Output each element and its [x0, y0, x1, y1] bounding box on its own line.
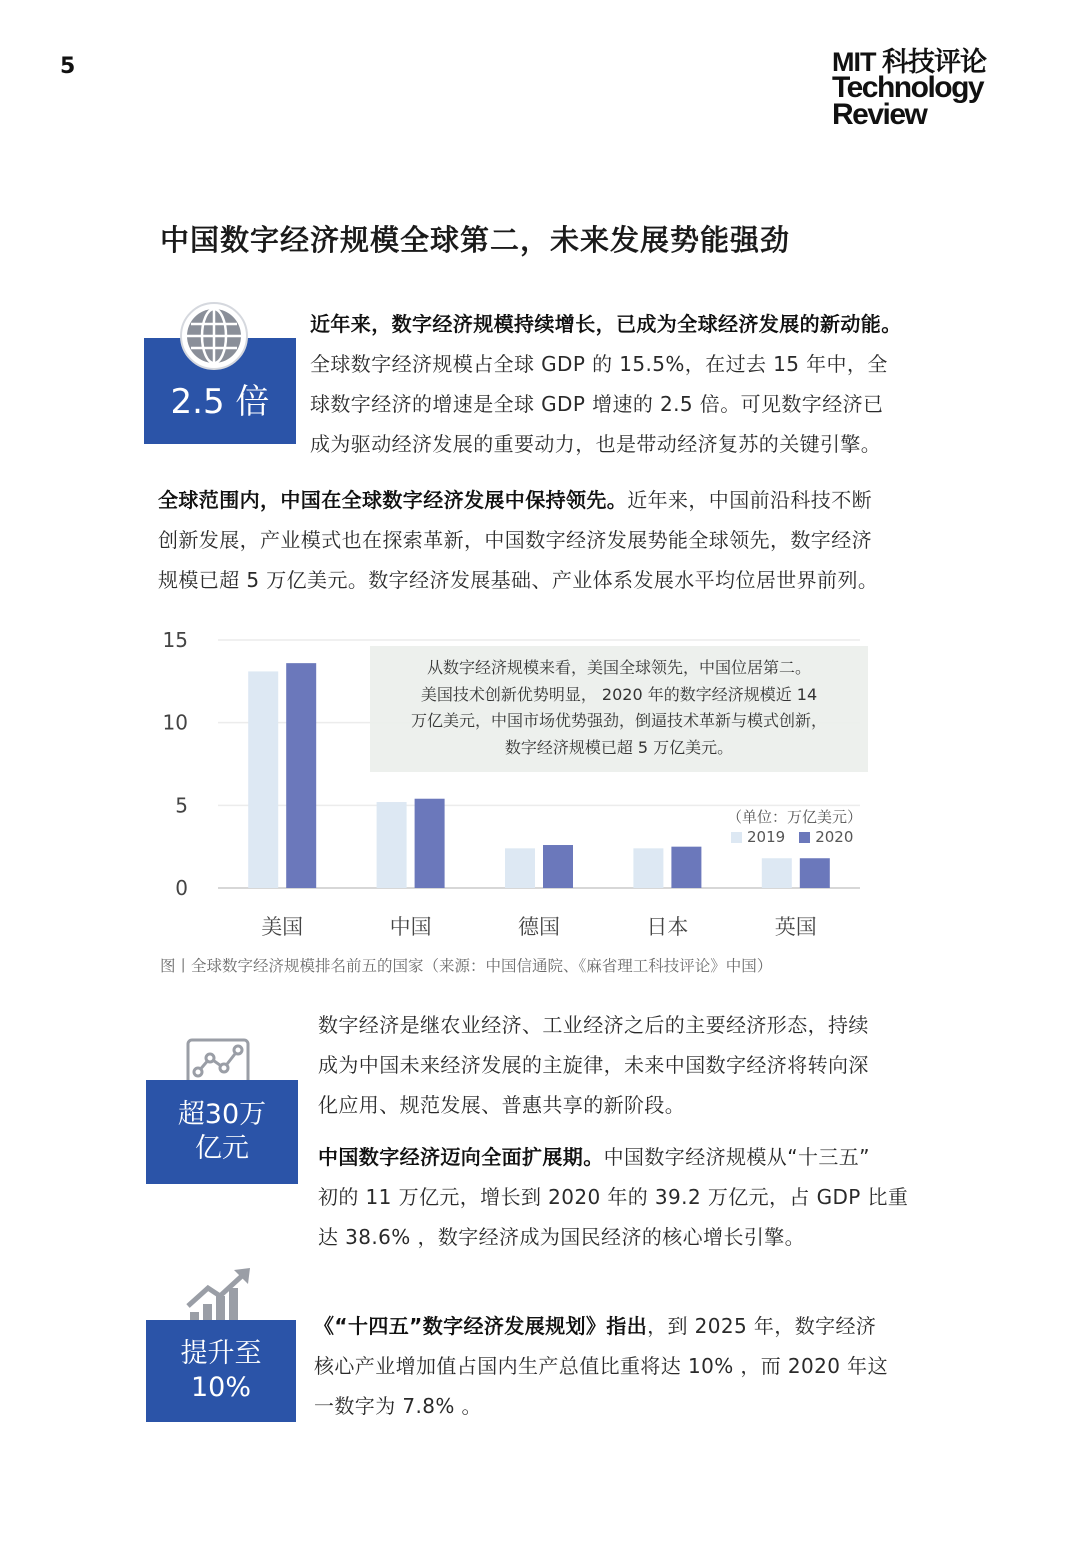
block3-line: 化应用、规范发展、普惠共享的新阶段。 [318, 1093, 686, 1117]
x-tick-label: 美国 [261, 915, 304, 939]
bar-2020-5 [800, 858, 830, 888]
figure-caption: 图丨全球数字经济规模排名前五的国家（来源：中国信通院、《麻省理工科技评论》中国） [160, 957, 773, 975]
bar-2019-2 [377, 802, 407, 888]
block3-line: 数字经济是继农业经济、工业经济之后的主要经济形态，持续 [318, 1013, 869, 1037]
block1-text [310, 304, 950, 464]
block4-bold-lead: 《“十四五”数字经济发展规划》指出 [314, 1314, 648, 1338]
annotation-line: 数字经济规模已超 5 万亿美元。 [504, 737, 734, 757]
y-tick-label: 5 [175, 793, 188, 818]
block2-line: 创新发展，产业模式也在探索革新，中国数字经济发展势能全球领先，数字经济 [158, 528, 872, 552]
globe-icon [178, 300, 250, 372]
stat-line: 提升至 [180, 1338, 262, 1369]
legend-label-2019: 2019 [747, 828, 786, 846]
logo-line-3: Review [832, 98, 927, 132]
legend-label-2020: 2020 [815, 828, 854, 846]
x-tick-label: 德国 [518, 915, 560, 939]
block4-line: 一数字为 7.8% 。 [314, 1394, 482, 1418]
legend-item-2020 [799, 828, 853, 846]
block3-line: 初的 11 万亿元，增长到 2020 年的 39.2 万亿元，占 GDP 比重 [318, 1185, 909, 1209]
x-tick-label: 日本 [646, 915, 689, 939]
block1-line: 全球数字经济规模占全球 GDP 的 15.5%，在过去 15 年中，全 [310, 352, 888, 376]
block2-text [158, 480, 958, 600]
logo-line-1: MIT 科技评论 [832, 47, 986, 77]
block1-line: 成为驱动经济发展的重要动力，也是带动经济复苏的关键引擎。 [310, 432, 882, 456]
stat-line: 亿元 [195, 1133, 249, 1164]
annotation-line: 万亿美元，中国市场优势强劲，倒逼技术革新与模式创新， [410, 711, 827, 730]
block1-bold-lead: 近年来，数字经济规模持续增长，已成为全球经济发展的新动能。 [310, 312, 902, 336]
stat-box-target [146, 1320, 296, 1422]
legend-swatch-2019 [731, 832, 742, 843]
x-tick-label: 英国 [774, 915, 817, 939]
bar-2020-2 [415, 799, 445, 888]
legend-item-2019 [731, 828, 785, 846]
bar-2020-4 [671, 847, 701, 888]
annotation-line: 从数字经济规模来看，美国全球领先，中国位居第二。 [426, 658, 811, 677]
block2-line1-rest: 近年来，中国前沿科技不断 [627, 488, 873, 512]
bar-2019-4 [633, 848, 663, 888]
chart-unit-label: （单位：万亿美元） [727, 808, 863, 826]
stat-box-scale [146, 1080, 298, 1184]
annotation-line: 美国技术创新优势明显， 2020 年的数字经济规模近 14 [420, 684, 818, 704]
x-tick-label: 中国 [389, 915, 432, 939]
block4-line1-rest: ，到 2025 年，数字经济 [647, 1314, 877, 1338]
block3-line1-rest: 中国数字经济规模从“十三五” [603, 1145, 870, 1169]
bar-2019-5 [762, 858, 792, 888]
block2-line: 规模已超 5 万亿美元。数字经济发展基础、产业体系发展水平均位居世界前列。 [158, 568, 879, 592]
block4-line: 核心产业增加值占国内生产总值比重将达 10% ，而 2020 年这 [314, 1354, 888, 1378]
stat-line: 超30万 [177, 1099, 267, 1130]
block1-line: 球数字经济的增速是全球 GDP 增速的 2.5 倍。可见数字经济已 [310, 392, 884, 416]
legend-swatch-2020 [799, 832, 810, 843]
block2-bold-lead: 全球范围内，中国在全球数字经济发展中保持领先。 [158, 488, 628, 512]
block3-line: 成为中国未来经济发展的主旋律，未来中国数字经济将转向深 [318, 1053, 869, 1077]
block3-bold-lead: 中国数字经济迈向全面扩展期。 [318, 1145, 604, 1169]
stat-line: 10% [190, 1372, 251, 1403]
y-tick-label: 15 [162, 628, 188, 652]
bar-2020-1 [286, 663, 316, 888]
bar-2019-1 [248, 671, 278, 888]
y-tick-label: 0 [175, 876, 188, 900]
block3-line: 达 38.6% ，数字经济成为国民经济的核心增长引擎。 [318, 1225, 806, 1249]
bar-2019-3 [505, 848, 535, 888]
chart-legend [731, 828, 853, 846]
y-tick-label: 10 [162, 710, 188, 735]
stat-value: 2.5 倍 [170, 381, 270, 422]
block4-text [314, 1306, 954, 1426]
page-number: 5 [60, 54, 76, 79]
logo-line-2: Technology [832, 71, 984, 105]
page-heading: 中国数字经济规模全球第二，未来发展势能强劲 [160, 223, 791, 257]
mit-technology-review-logo [832, 47, 986, 132]
chart-annotation [370, 646, 868, 772]
block3-text [318, 1005, 958, 1257]
bar-2020-3 [543, 845, 573, 888]
